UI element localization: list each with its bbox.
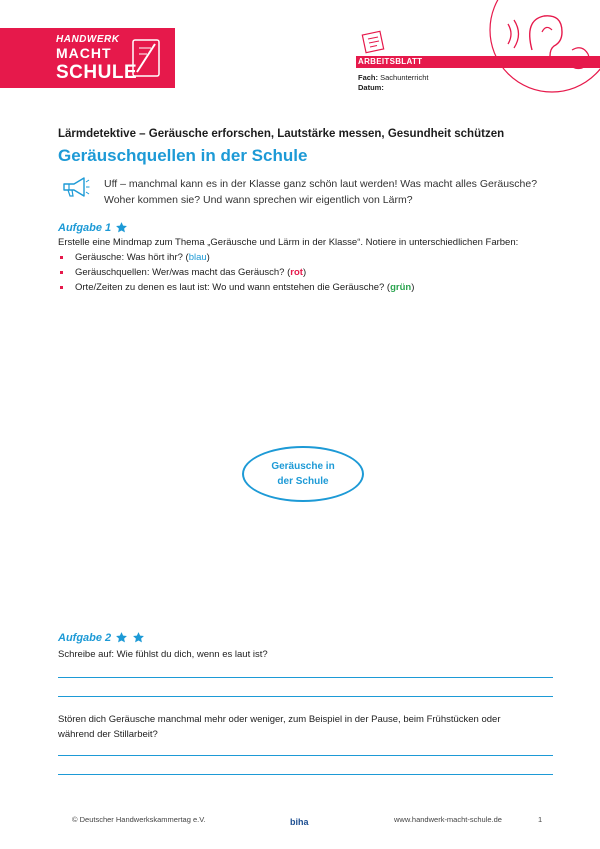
list-item: Geräusche: Was hört ihr? (blau) (58, 250, 414, 265)
mindmap-center (242, 446, 364, 502)
subject-label: Fach: (358, 73, 379, 82)
task-2-question-2: Stören dich Geräusche manchmal mehr oder weniger, zum Beispiel in der Pause, beim Frühstücken oder während der Stillarbeit? (58, 714, 501, 740)
footer-copyright: © Deutscher Handwerkskammertag e.V. (72, 815, 206, 824)
intro-text: Uff – manchmal kann es in der Klasse ganz schön laut werden! Was macht alles Geräusche? Woher kommen sie? Und wann sprechen wir eigentlich von Lärm? (104, 178, 538, 206)
task-2-label: Aufgabe 2 (58, 631, 112, 644)
mindmap-center-label: Geräusche in der Schule (271, 461, 335, 487)
answer-line[interactable] (58, 696, 553, 697)
task-1-label: Aufgabe 1 (58, 221, 112, 234)
star-icon (115, 631, 128, 644)
star-icon (132, 631, 145, 644)
color-word-green: grün (390, 282, 412, 293)
ear-sound-icon (486, 0, 600, 96)
date-row (358, 83, 384, 92)
worksheet-header: ARBEITSBLATT (358, 57, 423, 66)
biha-logo-text: biha (290, 817, 309, 827)
answer-line[interactable] (58, 755, 553, 756)
page-number: 1 (538, 815, 543, 824)
brand-logo (0, 28, 175, 88)
task-1-text: Erstelle eine Mindmap zum Thema „Geräusche und Lärm in der Klasse“. Notiere in unterschiedlichen Farben: (58, 237, 519, 248)
subject-value: Sachunterricht (380, 73, 429, 82)
worksheet-icon (361, 30, 387, 54)
logo-line-2: MACHT (56, 45, 112, 61)
task-1-heading (58, 221, 128, 234)
biha-logo (290, 812, 309, 830)
answer-line[interactable] (58, 774, 553, 775)
task-2-heading (58, 631, 145, 644)
task-1-bullets (58, 250, 414, 295)
logo-line-1: HANDWERK (56, 34, 120, 45)
list-item: Orte/Zeiten zu denen es laut ist: Wo und wann entstehen die Geräusche? (grün) (58, 280, 414, 295)
page-title: Geräuschquellen in der Schule (58, 146, 308, 165)
page-subtitle: Lärmdetektive – Geräusche erforschen, Lautstärke messen, Gesundheit schützen (58, 128, 505, 140)
subject-row (358, 73, 428, 82)
star-icon (115, 221, 128, 234)
logo-line-3: SCHULE (56, 62, 138, 83)
footer-url[interactable]: www.handwerk-macht-schule.de (394, 815, 502, 824)
list-item: Geräuschquellen: Wer/was macht das Geräusch? (rot) (58, 265, 414, 280)
answer-line[interactable] (58, 677, 553, 678)
color-word-red: rot (290, 267, 303, 278)
color-word-blue: blau (188, 252, 207, 263)
task-2-question-1: Schreibe auf: Wie fühlst du dich, wenn es laut ist? (58, 649, 268, 660)
date-label: Datum: (358, 83, 384, 92)
megaphone-icon (60, 176, 90, 198)
